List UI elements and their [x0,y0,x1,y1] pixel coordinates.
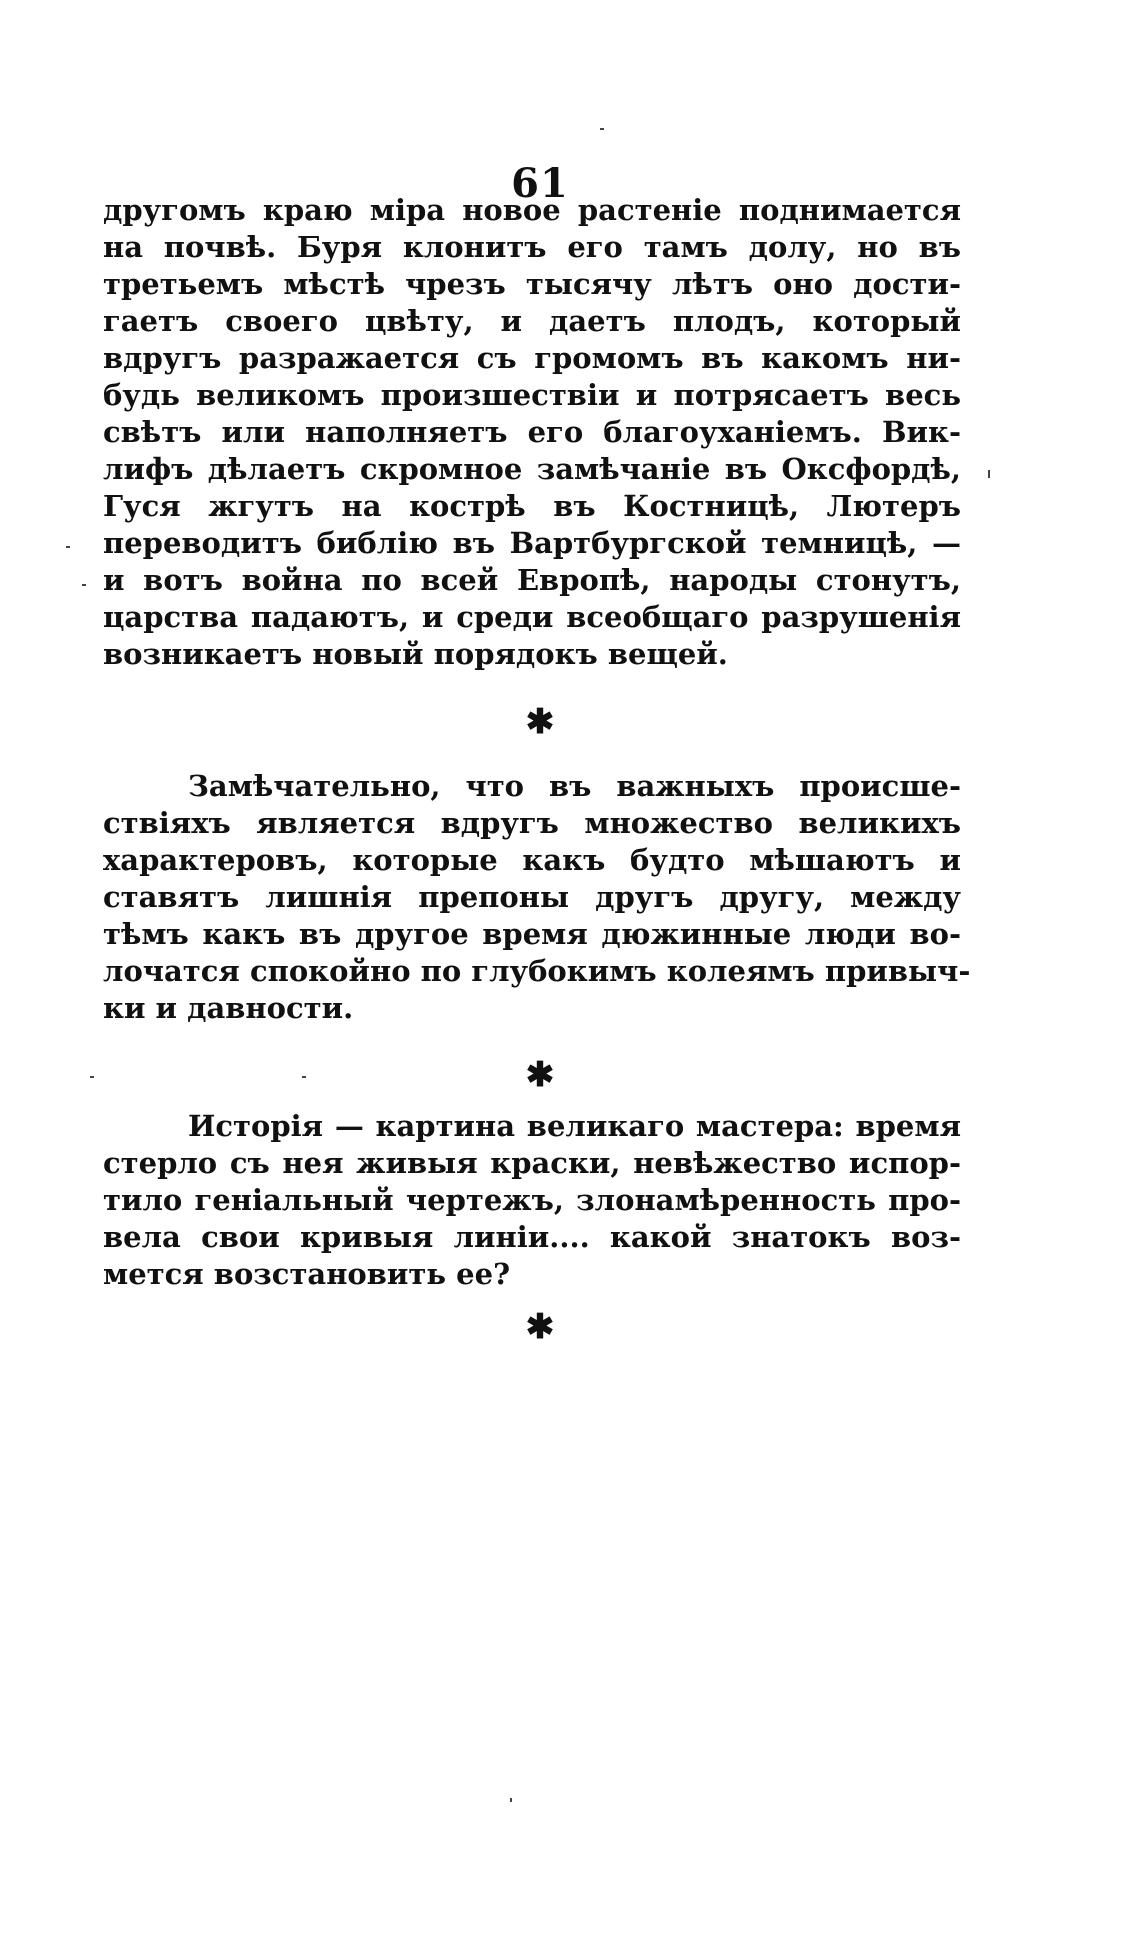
scan-speck [600,128,604,130]
scan-speck [90,1076,94,1078]
scan-speck [66,546,70,548]
text-line: вела свои кривыя линіи.... какой знатокъ воз- [103,1220,961,1254]
text-line: на почвѣ. Буря клонитъ его тамъ долу, но въ [103,230,961,264]
text-line: ставятъ лишнія препоны другъ другу, между [103,880,961,914]
text-line: Гуся жгутъ на кострѣ въ Костницѣ, Лютеръ [103,489,961,523]
section-separator: ✱ [525,1055,555,1095]
text-line: будь великомъ произшествіи и потрясаетъ весь [103,378,961,412]
text-line: гаетъ своего цвѣту, и даетъ плодъ, который [103,304,961,338]
text-line: лифъ дѣлаетъ скромное замѣчаніе въ Оксфордѣ, [103,452,961,486]
scan-speck [510,1798,512,1802]
text-line: ки и давности. [103,991,354,1025]
text-line: царства падаютъ, и среди всеобщаго разрушенія [103,600,961,634]
text-line: характеровъ, которые какъ будто мѣшаютъ и [103,843,961,877]
text-line: третьемъ мѣстѣ чрезъ тысячу лѣтъ оно дости- [103,267,961,301]
text-line: тило геніальный чертежъ, злонамѣренность про- [103,1183,961,1217]
scan-speck [302,1076,306,1078]
text-line: тѣмъ какъ въ другое время дюжинные люди во- [103,917,961,951]
text-line: переводитъ библію въ Вартбургской темницѣ, — [103,526,961,560]
text-line: Замѣчательно, что въ важныхъ происше- [188,769,961,803]
text-line: вдругъ разражается съ громомъ въ какомъ ни- [103,341,961,375]
scan-speck [988,470,990,478]
text-line: возникаетъ новый порядокъ вещей. [103,637,728,671]
text-line: мется возстановить ее? [103,1257,511,1291]
text-line: Исторія — картина великаго мастера: время [188,1109,961,1143]
page-number: 61 [511,160,569,207]
text-line: стерло съ нея живыя краски, невѣжество испор- [103,1146,961,1180]
text-line: свѣтъ или наполняетъ его благоуханіемъ. Вик- [103,415,961,449]
text-line: другомъ краю міра новое растеніе поднимается [103,193,961,227]
section-separator: ✱ [525,1307,555,1347]
section-separator: ✱ [525,702,555,742]
text-line: ствіяхъ является вдругъ множество великихъ [103,806,961,840]
text-line: и вотъ война по всей Европѣ, народы стонутъ, [103,563,961,597]
text-line: лочатся спокойно по глубокимъ колеямъ привыч- [103,954,971,988]
scan-speck [82,584,86,586]
